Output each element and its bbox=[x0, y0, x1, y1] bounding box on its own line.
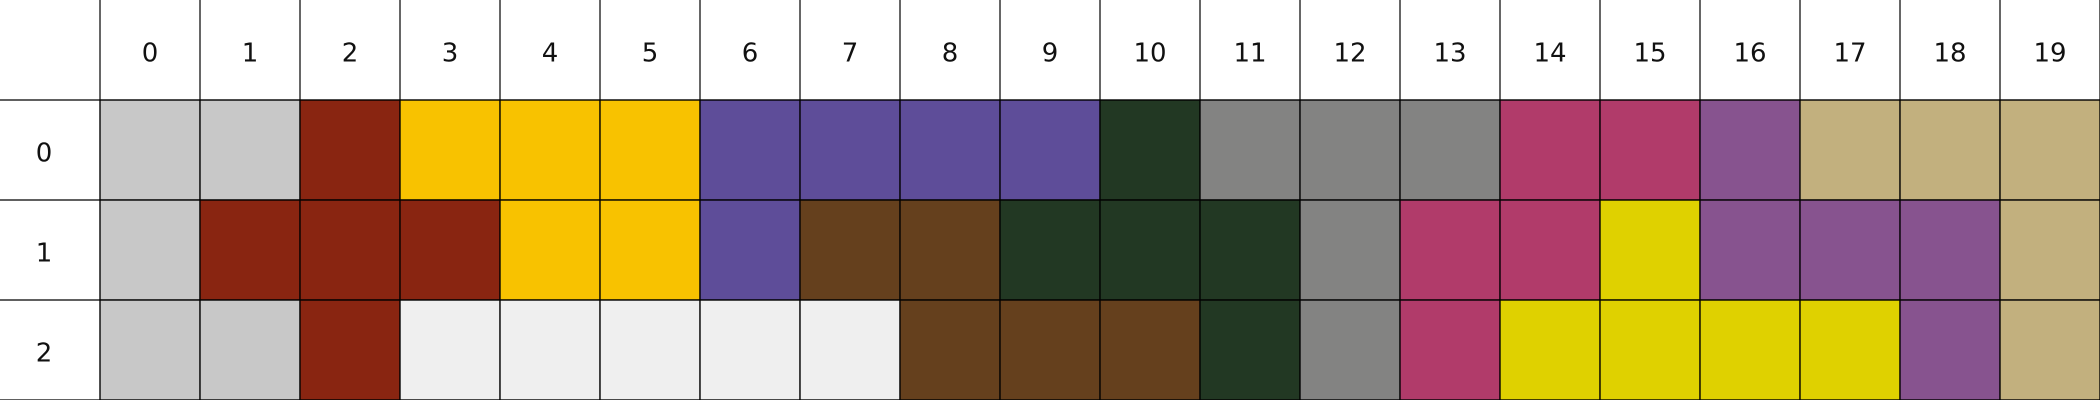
grid-cell bbox=[600, 100, 700, 200]
grid-cell bbox=[1100, 200, 1200, 300]
column-header: 14 bbox=[1533, 38, 1567, 69]
grid-cell bbox=[1200, 200, 1300, 300]
grid-cell bbox=[300, 300, 400, 400]
grid-cell bbox=[1300, 200, 1400, 300]
row-header: 2 bbox=[35, 338, 53, 369]
column-headers bbox=[142, 39, 2067, 69]
column-header: 19 bbox=[2033, 38, 2067, 69]
column-header: 15 bbox=[1633, 38, 1667, 69]
grid-cell bbox=[400, 100, 500, 200]
column-header: 18 bbox=[1933, 38, 1967, 69]
column-header: 16 bbox=[1733, 38, 1767, 69]
grid-cell bbox=[600, 300, 700, 400]
column-header: 11 bbox=[1233, 38, 1267, 69]
grid-cell bbox=[700, 300, 800, 400]
grid-cell bbox=[500, 300, 600, 400]
grid-cell bbox=[1800, 300, 1900, 400]
grid-cell bbox=[1200, 300, 1300, 400]
column-header: 1 bbox=[241, 38, 259, 69]
column-header: 10 bbox=[1133, 38, 1167, 69]
grid-cell bbox=[800, 200, 900, 300]
grid-cell bbox=[2000, 200, 2100, 300]
grid-cell bbox=[800, 100, 900, 200]
grid-cell bbox=[1700, 100, 1800, 200]
grid-cell bbox=[300, 100, 400, 200]
column-header: 6 bbox=[741, 38, 759, 69]
grid-cell bbox=[1100, 300, 1200, 400]
grid-cell bbox=[500, 200, 600, 300]
grid-cell bbox=[900, 300, 1000, 400]
grid-cell bbox=[1300, 300, 1400, 400]
column-header: 5 bbox=[641, 38, 659, 69]
grid-cell bbox=[100, 100, 200, 200]
grid-cell bbox=[1400, 200, 1500, 300]
grid-cell bbox=[600, 200, 700, 300]
grid-cell bbox=[1600, 300, 1700, 400]
grid-cell bbox=[500, 100, 600, 200]
grid-cell bbox=[2000, 100, 2100, 200]
grid-cell bbox=[1500, 100, 1600, 200]
grid-cell bbox=[400, 300, 500, 400]
grid-cell bbox=[200, 100, 300, 200]
grid-cell bbox=[1700, 200, 1800, 300]
grid-cell bbox=[1900, 200, 2000, 300]
grid-cell bbox=[1400, 100, 1500, 200]
grid-cell bbox=[700, 100, 800, 200]
grid-cell bbox=[300, 200, 400, 300]
grid-cell bbox=[100, 200, 200, 300]
row-headers bbox=[36, 139, 53, 369]
grid-cell bbox=[1400, 300, 1500, 400]
column-header: 2 bbox=[341, 38, 359, 69]
grid-cell bbox=[1500, 300, 1600, 400]
grid-cell bbox=[1000, 100, 1100, 200]
column-header: 9 bbox=[1041, 38, 1059, 69]
column-header: 7 bbox=[841, 38, 859, 69]
grid-cell bbox=[200, 200, 300, 300]
grid-cell bbox=[1300, 100, 1400, 200]
grid-cell bbox=[100, 300, 200, 400]
grid-cell bbox=[1100, 100, 1200, 200]
grid-cell bbox=[400, 200, 500, 300]
grid-cell bbox=[1000, 300, 1100, 400]
grid-cell bbox=[2000, 300, 2100, 400]
grid-cell bbox=[1900, 300, 2000, 400]
grid-cell bbox=[1600, 100, 1700, 200]
grid-cell bbox=[900, 100, 1000, 200]
grid-cell bbox=[1900, 100, 2000, 200]
grid-cell bbox=[1800, 200, 1900, 300]
column-header: 3 bbox=[441, 38, 459, 69]
grid-cell bbox=[700, 200, 800, 300]
column-header: 8 bbox=[941, 38, 959, 69]
column-header: 4 bbox=[541, 38, 559, 69]
column-header: 12 bbox=[1333, 38, 1367, 69]
column-header: 17 bbox=[1833, 38, 1867, 69]
row-header: 0 bbox=[35, 138, 53, 169]
grid-cell bbox=[900, 200, 1000, 300]
grid-cell bbox=[1200, 100, 1300, 200]
grid-cell bbox=[1700, 300, 1800, 400]
grid-cell bbox=[1000, 200, 1100, 300]
column-header: 13 bbox=[1433, 38, 1467, 69]
column-header: 0 bbox=[141, 38, 159, 69]
grid-cell bbox=[1500, 200, 1600, 300]
grid-cell bbox=[1600, 200, 1700, 300]
grid-cell bbox=[1800, 100, 1900, 200]
grid-cell bbox=[200, 300, 300, 400]
row-header: 1 bbox=[35, 238, 53, 269]
grid-cell bbox=[800, 300, 900, 400]
